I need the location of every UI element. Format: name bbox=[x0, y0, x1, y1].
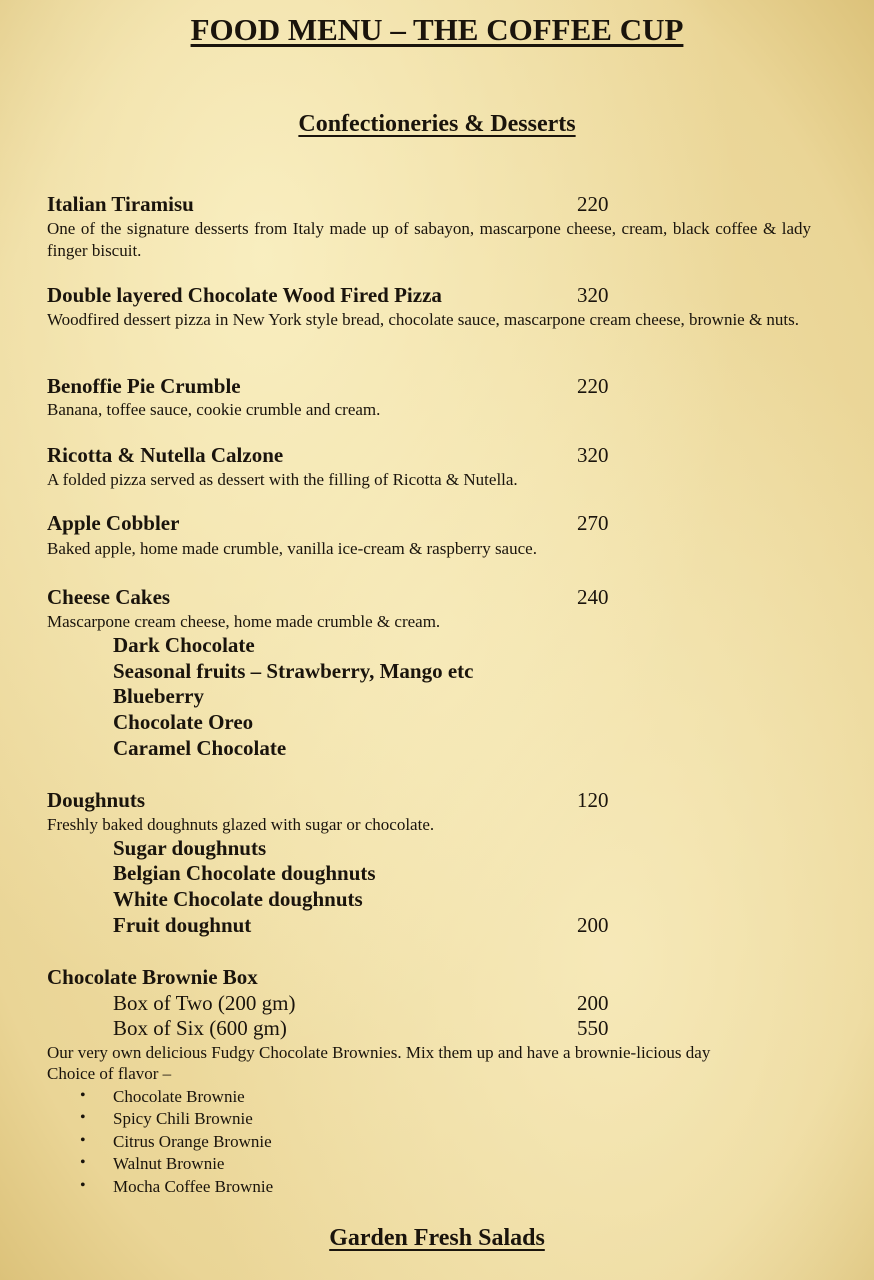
variant: White Chocolate doughnuts bbox=[113, 887, 363, 911]
item-description: Our very own delicious Fudgy Chocolate Brownies. Mix them up and have a brownie-licious day bbox=[47, 1043, 711, 1062]
item-price: 120 bbox=[577, 788, 609, 812]
section-heading-next: Garden Fresh Salads bbox=[329, 1225, 545, 1251]
bullet-icon: • bbox=[80, 1177, 86, 1194]
bullet-icon: • bbox=[80, 1132, 86, 1149]
item-price: 320 bbox=[577, 443, 609, 467]
item-name: Doughnuts bbox=[47, 788, 146, 812]
item-name: Ricotta & Nutella Calzone bbox=[47, 443, 284, 467]
item-description: A folded pizza served as dessert with the filling of Ricotta & Nutella. bbox=[47, 470, 518, 489]
item-name: Cheese Cakes bbox=[47, 585, 171, 609]
item-description: Woodfired dessert pizza in New York style bread, chocolate sauce, mascarpone cream cheese, brownie & nuts. bbox=[47, 310, 800, 329]
bullet-icon: • bbox=[80, 1109, 86, 1126]
bullet-icon: • bbox=[80, 1087, 86, 1104]
item-price: 320 bbox=[577, 283, 609, 307]
flavor-item: Mocha Coffee Brownie bbox=[113, 1177, 274, 1196]
variant: Belgian Chocolate doughnuts bbox=[113, 861, 376, 885]
flavor-item: Walnut Brownie bbox=[113, 1154, 225, 1173]
item-name: Apple Cobbler bbox=[47, 511, 180, 535]
item-price: 220 bbox=[577, 192, 609, 216]
item-name: Double layered Chocolate Wood Fired Pizza bbox=[47, 283, 442, 307]
variant: Sugar doughnuts bbox=[113, 836, 267, 860]
item-price: 270 bbox=[577, 511, 609, 535]
choice-label: Choice of flavor – bbox=[47, 1064, 172, 1083]
item-description: Baked apple, home made crumble, vanilla ice-cream & raspberry sauce. bbox=[47, 539, 537, 558]
box-price: 550 bbox=[577, 1016, 609, 1040]
item-description: Banana, toffee sauce, cookie crumble and cream. bbox=[47, 400, 381, 419]
flavor-item: Chocolate Brownie bbox=[113, 1087, 245, 1106]
bullet-icon: • bbox=[80, 1154, 86, 1171]
flavor-item: Citrus Orange Brownie bbox=[113, 1132, 272, 1151]
item-description: One of the signature desserts from Italy made up of sabayon, mascarpone cheese, cream, black coffee & lady finger biscuit. bbox=[47, 219, 811, 260]
section-heading: Confectioneries & Desserts bbox=[298, 111, 576, 137]
variant: Caramel Chocolate bbox=[113, 736, 287, 760]
box-price: 200 bbox=[577, 991, 609, 1015]
variant-price: 200 bbox=[577, 913, 609, 937]
item-price: 220 bbox=[577, 374, 609, 398]
item-description: Freshly baked doughnuts glazed with sugar or chocolate. bbox=[47, 815, 435, 834]
page-title: FOOD MENU – THE COFFEE CUP bbox=[190, 12, 684, 47]
item-price: 240 bbox=[577, 585, 609, 609]
variant: Chocolate Oreo bbox=[113, 710, 254, 734]
item-description: Mascarpone cream cheese, home made crumble & cream. bbox=[47, 612, 441, 631]
variant: Blueberry bbox=[113, 684, 204, 708]
item-name: Italian Tiramisu bbox=[47, 192, 194, 216]
variant: Seasonal fruits – Strawberry, Mango etc bbox=[113, 659, 474, 683]
flavor-item: Spicy Chili Brownie bbox=[113, 1109, 253, 1128]
box-option: Box of Six (600 gm) bbox=[113, 1016, 287, 1040]
box-option: Box of Two (200 gm) bbox=[113, 991, 296, 1015]
variant: Dark Chocolate bbox=[113, 633, 255, 657]
item-name: Benoffie Pie Crumble bbox=[47, 374, 241, 398]
item-name: Chocolate Brownie Box bbox=[47, 965, 258, 989]
variant: Fruit doughnut bbox=[113, 913, 252, 937]
